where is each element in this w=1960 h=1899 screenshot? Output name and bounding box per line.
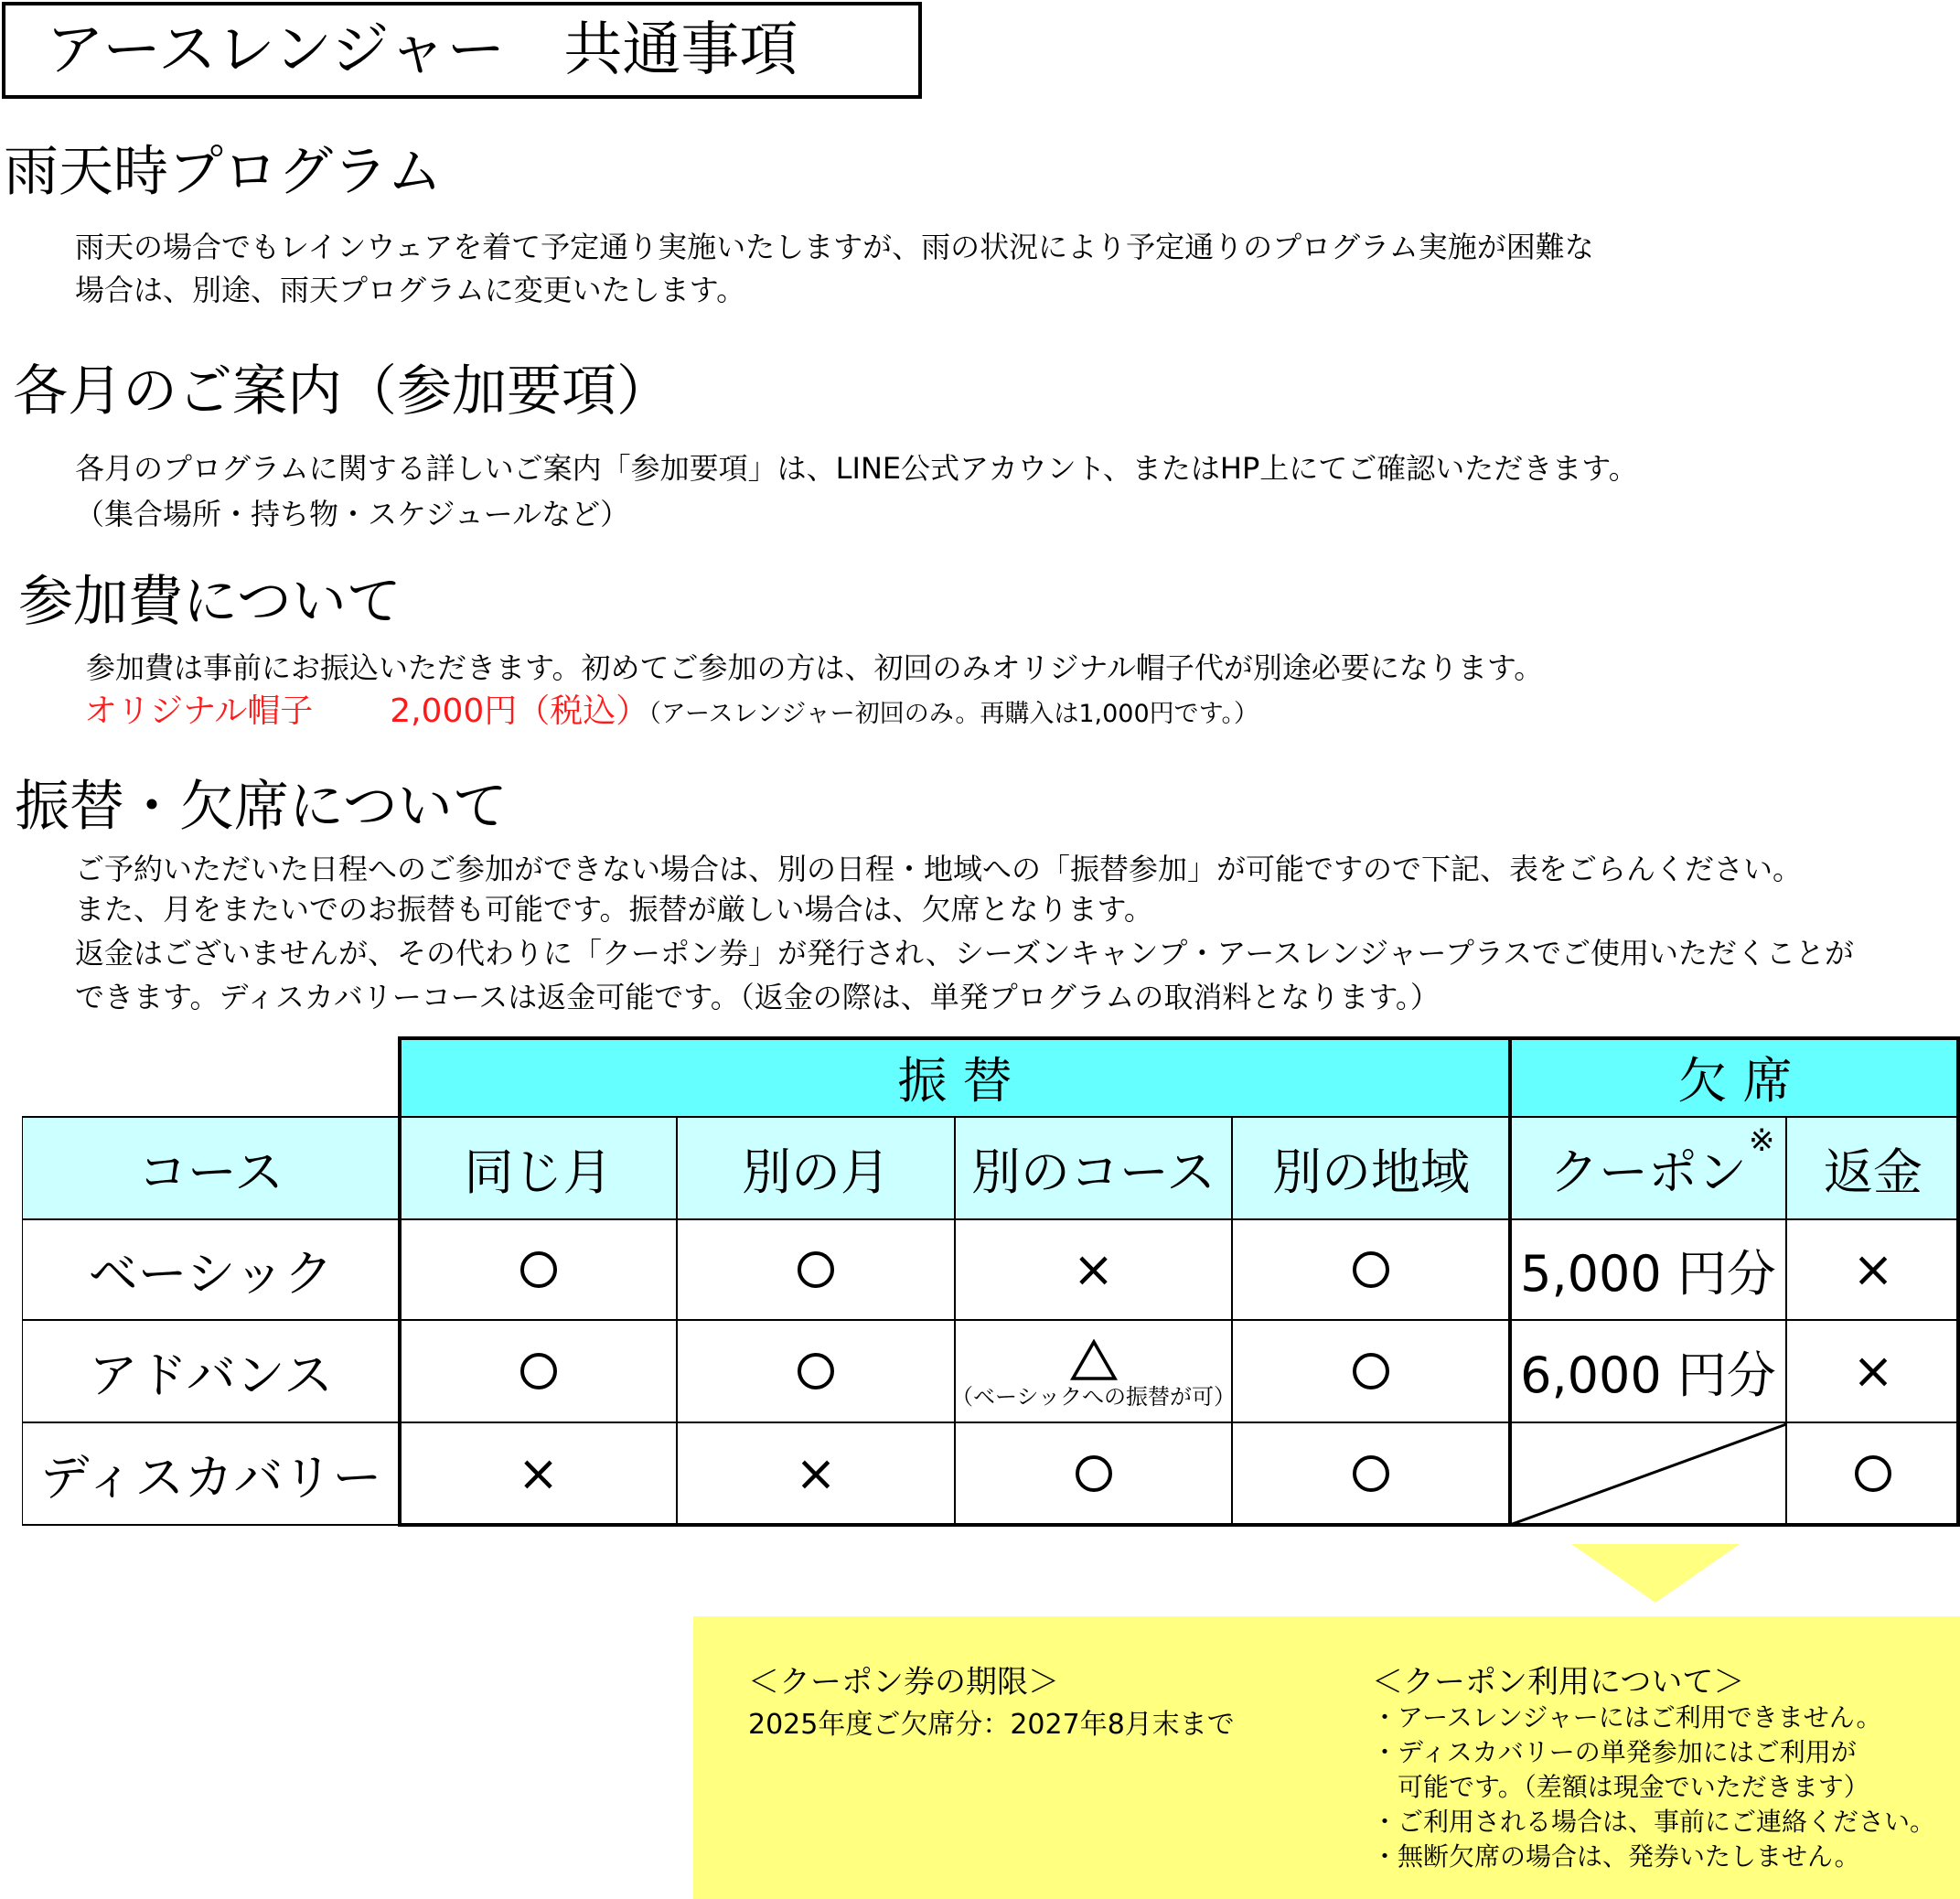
fee-text: 参加費は事前にお振込いただきます。初めてご参加の方は、初回のみオリジナル帽子代が別途必要になります。 <box>86 650 1544 685</box>
triangle-note: （ベーシックへの振替が可） <box>950 1384 1237 1410</box>
circle-mark <box>798 1251 834 1288</box>
row-advance-other-month <box>677 1320 955 1422</box>
row-discovery-other-course <box>955 1422 1232 1525</box>
col-coupon: クーポン <box>1549 1143 1747 1201</box>
row-discovery-other-month: × <box>795 1444 837 1502</box>
monthly-text-line-2: （集合場所・持ち物・スケジュールなど） <box>75 497 630 531</box>
transfer-text-line-2: また、月をまたいでのお振替も可能です。振替が厳しい場合は、欠席となります。 <box>75 892 1153 927</box>
col-same-month: 同じ月 <box>464 1143 613 1201</box>
circle-mark <box>1353 1353 1389 1389</box>
circle-mark <box>520 1251 557 1288</box>
row-advance-refund: × <box>1852 1342 1894 1400</box>
transfer-text-line-1: ご予約いただいた日程へのご参加ができない場合は、別の日程・地域への「振替参加」が可能ですので下記、表をごらんください。 <box>75 852 1803 886</box>
circle-mark <box>1353 1455 1389 1492</box>
coupon-usage-line-4: ・ご利用される場合は、事前にご連絡ください。 <box>1372 1807 1936 1837</box>
col-other-region: 別の地域 <box>1272 1143 1470 1201</box>
row-basic-other-region <box>1232 1219 1510 1320</box>
col-other-month: 別の月 <box>742 1143 890 1201</box>
monthly-heading: 各月のご案内（参加要項） <box>13 359 671 424</box>
row-advance-coupon: 6,000 円分 <box>1520 1346 1776 1404</box>
coupon-note-mark: ※ <box>1749 1122 1775 1159</box>
header-absence: 欠 席 <box>1677 1051 1793 1110</box>
row-advance-same-month <box>400 1320 677 1422</box>
monthly-text-line-1: 各月のプログラムに関する詳しいご案内「参加要項」は、LINE公式アカウント、またはHP上にてご確認いただきます。 <box>75 451 1638 486</box>
coupon-expiry-title: ＜クーポン券の期限＞ <box>748 1664 1059 1701</box>
row-basic-other-course: × <box>1072 1240 1115 1298</box>
fee-heading: 参加費について <box>18 570 402 634</box>
down-arrow-icon <box>1571 1544 1740 1603</box>
row-basic-other-month <box>677 1219 955 1320</box>
row-advance-other-course <box>950 1320 1237 1422</box>
coupon-usage-line-2: ・ディスカバリーの単発参加にはご利用が <box>1372 1737 1857 1767</box>
row-discovery-refund <box>1786 1422 1960 1525</box>
circle-mark <box>1855 1455 1891 1492</box>
hat-price: 2,000円（税込） <box>390 692 649 730</box>
coupon-usage-line-1: ・アースレンジャーにはご利用できません。 <box>1372 1702 1882 1733</box>
coupon-info-box <box>693 1616 1960 1899</box>
coupon-usage-title: ＜クーポン利用について＞ <box>1372 1664 1745 1701</box>
col-refund: 返金 <box>1824 1143 1923 1201</box>
row-discovery-same-month: × <box>517 1444 560 1502</box>
transfer-text-line-3: 返金はございませんが、その代わりに「クーポン券」が発行され、シーズンキャンプ・アースレンジャープラスでご使用いただくことが <box>75 936 1854 971</box>
rain-heading: 雨天時プログラム <box>4 140 443 204</box>
coupon-usage-line-5: ・無断欠席の場合は、発券いたしません。 <box>1372 1841 1860 1872</box>
header-transfer: 振 替 <box>897 1051 1012 1110</box>
circle-mark <box>1076 1455 1112 1492</box>
row-advance-other-region <box>1232 1320 1510 1422</box>
transfer-table <box>22 1036 1960 1527</box>
row-basic-coupon: 5,000 円分 <box>1520 1244 1776 1303</box>
col-course: コース <box>137 1143 284 1201</box>
col-other-course: 別のコース <box>970 1143 1216 1201</box>
hat-line <box>84 692 1258 735</box>
row-basic-same-month <box>400 1219 677 1320</box>
transfer-text-line-4: できます。ディスカバリーコースは返金可能です。（返金の際は、単発プログラムの取消料となります。） <box>75 980 1440 1014</box>
coupon-expiry-text: 2025年度ご欠席分：2027年8月末まで <box>748 1709 1235 1741</box>
circle-mark <box>798 1353 834 1389</box>
row-discovery-course: ディスカバリー <box>39 1448 382 1507</box>
page-title: アースレンジャー 共通事項 <box>2 2 922 99</box>
row-basic-course: ベーシック <box>88 1244 334 1303</box>
hat-note: （アースレンジャー初回のみ。再購入は1,000円です。） <box>648 700 1258 728</box>
coupon-usage-line-3: 可能です。（差額は現金でいただきます） <box>1372 1772 1869 1802</box>
row-discovery-other-region <box>1232 1422 1510 1525</box>
row-basic-refund: × <box>1852 1240 1894 1298</box>
circle-mark <box>1353 1251 1389 1288</box>
row-advance-course: アドバンス <box>88 1346 334 1404</box>
circle-mark <box>520 1353 557 1389</box>
transfer-heading: 振替・欠席について <box>15 775 508 839</box>
rain-text-line-2: 場合は、別途、雨天プログラムに変更いたします。 <box>75 273 746 307</box>
triangle-mark <box>1070 1339 1118 1381</box>
rain-text-line-1: 雨天の場合でもレインウェアを着て予定通り実施いたしますが、雨の状況により予定通りのプログラム実施が困難な <box>75 230 1594 264</box>
hat-label: オリジナル帽子 <box>84 692 314 730</box>
